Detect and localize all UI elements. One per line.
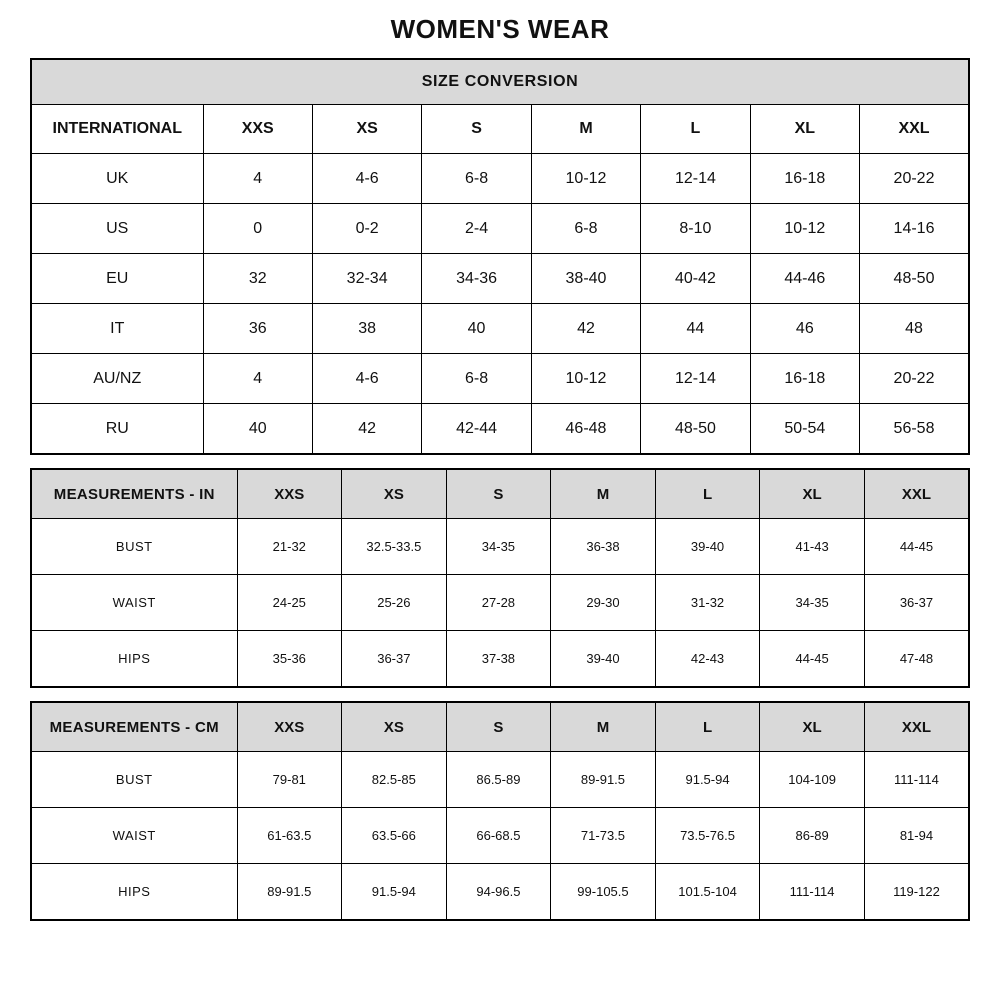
size-value: 10-12 [531, 154, 640, 204]
table-corner-label: MEASUREMENTS - CM [31, 702, 237, 752]
column-header: XXS [237, 702, 342, 752]
table-row [31, 864, 969, 921]
size-value: 32.5-33.5 [342, 519, 447, 575]
size-value: 81-94 [864, 808, 969, 864]
size-value: 32-34 [312, 254, 421, 304]
size-value: 36-37 [864, 575, 969, 631]
column-header: XXS [237, 469, 342, 519]
row-label: EU [31, 254, 203, 304]
size-value: 25-26 [342, 575, 447, 631]
size-value: 48-50 [641, 404, 750, 455]
size-value: 41-43 [760, 519, 865, 575]
size-value: 0 [203, 204, 312, 254]
size-value: 37-38 [446, 631, 551, 688]
table-header-row [31, 469, 969, 519]
size-value: 94-96.5 [446, 864, 551, 921]
measurements-cm-table [30, 701, 970, 921]
size-value: 4 [203, 154, 312, 204]
size-value: 16-18 [750, 354, 859, 404]
size-value: 14-16 [860, 204, 969, 254]
size-value: 61-63.5 [237, 808, 342, 864]
column-header: M [551, 702, 656, 752]
column-header: XS [342, 469, 447, 519]
size-value: 39-40 [551, 631, 656, 688]
row-label: HIPS [31, 864, 237, 921]
size-value: 36-38 [551, 519, 656, 575]
size-value: 73.5-76.5 [655, 808, 760, 864]
size-value: 89-91.5 [551, 752, 656, 808]
size-value: 4 [203, 354, 312, 404]
size-value: 111-114 [864, 752, 969, 808]
size-value: 99-105.5 [551, 864, 656, 921]
size-value: 34-35 [446, 519, 551, 575]
row-label: BUST [31, 519, 237, 575]
size-value: 2-4 [422, 204, 531, 254]
size-value: 10-12 [750, 204, 859, 254]
size-value: 44-45 [864, 519, 969, 575]
size-value: 48 [860, 304, 969, 354]
table-row [31, 519, 969, 575]
column-header: S [422, 105, 531, 154]
size-value: 91.5-94 [655, 752, 760, 808]
size-value: 44 [641, 304, 750, 354]
row-label: US [31, 204, 203, 254]
size-value: 42-43 [655, 631, 760, 688]
size-value: 38 [312, 304, 421, 354]
column-header: M [551, 469, 656, 519]
row-label: WAIST [31, 808, 237, 864]
table-title-row [31, 59, 969, 105]
size-value: 82.5-85 [342, 752, 447, 808]
size-value: 10-12 [531, 354, 640, 404]
column-header: XL [760, 469, 865, 519]
size-value: 27-28 [446, 575, 551, 631]
size-value: 44-45 [760, 631, 865, 688]
size-value: 6-8 [422, 154, 531, 204]
size-value: 89-91.5 [237, 864, 342, 921]
column-header: XXS [203, 105, 312, 154]
page-title: WOMEN'S WEAR [390, 14, 610, 44]
size-value: 36-37 [342, 631, 447, 688]
size-value: 29-30 [551, 575, 656, 631]
row-label: RU [31, 404, 203, 455]
size-value: 16-18 [750, 154, 859, 204]
size-value: 63.5-66 [342, 808, 447, 864]
column-header: XL [760, 702, 865, 752]
table-header-row [31, 702, 969, 752]
size-value: 12-14 [641, 154, 750, 204]
size-value: 47-48 [864, 631, 969, 688]
table-row [31, 752, 969, 808]
size-conversion-table [30, 58, 970, 455]
table-row [31, 808, 969, 864]
table-row [31, 631, 969, 688]
size-value: 56-58 [860, 404, 969, 455]
column-header: XXL [864, 469, 969, 519]
column-header: XS [312, 105, 421, 154]
size-value: 32 [203, 254, 312, 304]
row-label: HIPS [31, 631, 237, 688]
row-label: AU/NZ [31, 354, 203, 404]
size-value: 35-36 [237, 631, 342, 688]
size-value: 40 [203, 404, 312, 455]
table-row [31, 254, 969, 304]
size-value: 66-68.5 [446, 808, 551, 864]
size-value: 0-2 [312, 204, 421, 254]
table-header-row [31, 105, 969, 154]
row-label: IT [31, 304, 203, 354]
table-row [31, 204, 969, 254]
size-value: 4-6 [312, 354, 421, 404]
size-value: 104-109 [760, 752, 865, 808]
column-header: XXL [864, 702, 969, 752]
size-value: 91.5-94 [342, 864, 447, 921]
table-corner-label: MEASUREMENTS - IN [31, 469, 237, 519]
column-header: XXL [860, 105, 969, 154]
size-value: 46-48 [531, 404, 640, 455]
size-value: 36 [203, 304, 312, 354]
row-label: WAIST [31, 575, 237, 631]
size-value: 119-122 [864, 864, 969, 921]
table-row [31, 404, 969, 455]
size-value: 71-73.5 [551, 808, 656, 864]
column-header: M [531, 105, 640, 154]
column-header: L [655, 702, 760, 752]
size-value: 46 [750, 304, 859, 354]
size-value: 79-81 [237, 752, 342, 808]
size-value: 86-89 [760, 808, 865, 864]
table-row [31, 154, 969, 204]
size-value: 34-36 [422, 254, 531, 304]
size-value: 86.5-89 [446, 752, 551, 808]
size-value: 6-8 [422, 354, 531, 404]
column-header: L [641, 105, 750, 154]
size-value: 42 [312, 404, 421, 455]
size-value: 50-54 [750, 404, 859, 455]
size-value: 101.5-104 [655, 864, 760, 921]
size-value: 44-46 [750, 254, 859, 304]
table-row [31, 575, 969, 631]
table-row [31, 304, 969, 354]
size-value: 40 [422, 304, 531, 354]
row-label: BUST [31, 752, 237, 808]
size-value: 40-42 [641, 254, 750, 304]
size-value: 20-22 [860, 354, 969, 404]
size-value: 42 [531, 304, 640, 354]
size-value: 111-114 [760, 864, 865, 921]
table-row [31, 354, 969, 404]
column-header: S [446, 702, 551, 752]
size-value: 24-25 [237, 575, 342, 631]
table-corner-label: INTERNATIONAL [31, 105, 203, 154]
measurements-in-table [30, 468, 970, 688]
size-value: 31-32 [655, 575, 760, 631]
column-header: S [446, 469, 551, 519]
size-value: 38-40 [531, 254, 640, 304]
column-header: XL [750, 105, 859, 154]
column-header: L [655, 469, 760, 519]
size-value: 39-40 [655, 519, 760, 575]
size-value: 20-22 [860, 154, 969, 204]
size-value: 48-50 [860, 254, 969, 304]
size-value: 12-14 [641, 354, 750, 404]
size-value: 4-6 [312, 154, 421, 204]
column-header: XS [342, 702, 447, 752]
size-value: 34-35 [760, 575, 865, 631]
size-value: 8-10 [641, 204, 750, 254]
size-value: 21-32 [237, 519, 342, 575]
size-value: 6-8 [531, 204, 640, 254]
size-value: 42-44 [422, 404, 531, 455]
table-title: SIZE CONVERSION [31, 59, 969, 105]
row-label: UK [31, 154, 203, 204]
